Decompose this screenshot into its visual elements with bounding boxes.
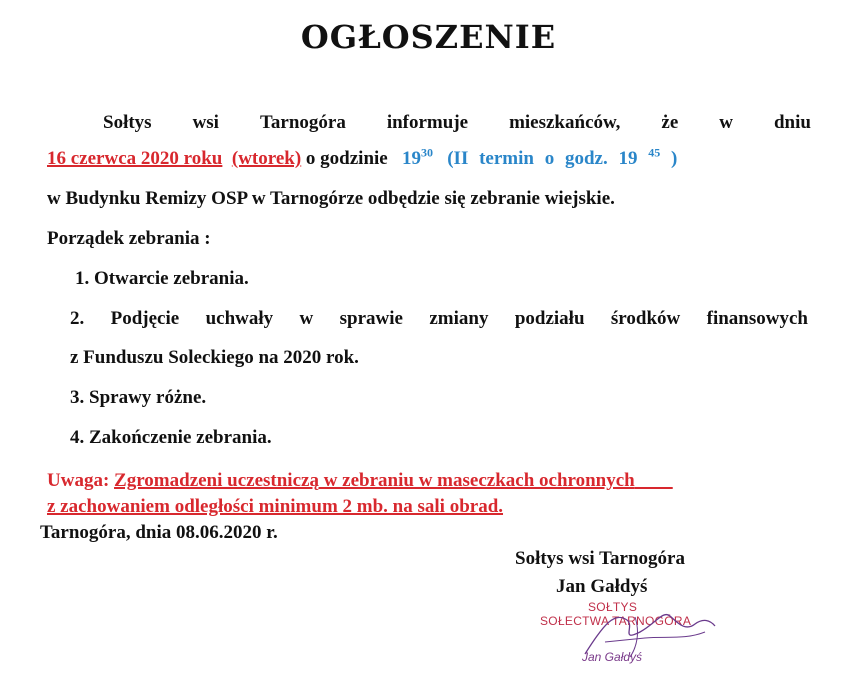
intro-line bbox=[103, 112, 811, 134]
location-line: w Budynku Remizy OSP w Tarnogórze odbędzie się zebranie wiejskie. bbox=[47, 188, 615, 209]
notice-line-2 bbox=[47, 496, 503, 518]
intro-word: wsi bbox=[192, 112, 219, 133]
second-term-text: (II termin o godz. 19 bbox=[447, 148, 638, 169]
meeting-weekday: (wtorek) bbox=[231, 148, 302, 169]
stamp-line-2: SOŁECTWA TARNOGÓRA bbox=[540, 614, 692, 628]
notice-text-2: z zachowaniem odległości minimum 2 mb. na sali obrad. bbox=[47, 496, 504, 517]
agenda-item-4: 4. Zakończenie zebrania. bbox=[70, 427, 272, 448]
signature-stroke bbox=[605, 632, 705, 642]
o-godzinie: o godzinie bbox=[305, 148, 388, 169]
agenda-word: sprawie bbox=[339, 308, 403, 329]
intro-word: że bbox=[661, 112, 679, 133]
intro-word: informuje bbox=[386, 112, 469, 133]
signature-stroke bbox=[585, 615, 715, 654]
time-hour: 19 bbox=[401, 148, 421, 169]
agenda-word: finansowych bbox=[706, 308, 808, 329]
agenda-word: uchwały bbox=[205, 308, 274, 329]
stamp-signature-name: Jan Gałdyś bbox=[582, 650, 643, 664]
date-line bbox=[47, 145, 678, 170]
agenda-heading: Porządek zebrania : bbox=[47, 228, 211, 249]
intro-word: Tarnogóra bbox=[259, 112, 346, 133]
agenda-item-2-continued: z Funduszu Soleckiego na 2020 rok. bbox=[70, 347, 359, 368]
intro-word: w bbox=[719, 112, 733, 133]
notice-label: Uwaga: bbox=[47, 470, 110, 491]
signature-role: Sołtys wsi Tarnogóra bbox=[515, 548, 685, 569]
document-title: OGŁOSZENIE bbox=[300, 18, 557, 56]
time-minutes: 30 bbox=[420, 145, 433, 160]
agenda-word: podziału bbox=[514, 308, 585, 329]
signature-name: Jan Gałdyś bbox=[556, 576, 648, 597]
agenda-word: 2. bbox=[70, 308, 85, 329]
agenda-item-3: 3. Sprawy różne. bbox=[70, 387, 207, 408]
intro-word: Sołtys bbox=[103, 112, 152, 133]
second-term-minutes: 45 bbox=[648, 145, 661, 160]
agenda-word: Podjęcie bbox=[110, 308, 180, 329]
intro-word: mieszkańców, bbox=[509, 112, 621, 133]
agenda-word: w bbox=[299, 308, 314, 329]
notice-text-1: Zgromadzeni uczestniczą w zebraniu w maseczkach ochronnych bbox=[114, 470, 635, 491]
meeting-time bbox=[401, 145, 433, 169]
agenda-word: środków bbox=[610, 308, 681, 329]
agenda-word: zmiany bbox=[429, 308, 489, 329]
notice-underline-tail bbox=[635, 470, 673, 491]
stamp-line-1: SOŁTYS bbox=[588, 600, 638, 614]
agenda-item-1: 1. Otwarcie zebrania. bbox=[75, 268, 249, 289]
intro-word: dniu bbox=[773, 112, 811, 133]
agenda-item-2 bbox=[70, 308, 808, 330]
second-term bbox=[447, 145, 678, 169]
place-date: Tarnogóra, dnia 08.06.2020 r. bbox=[40, 522, 278, 543]
meeting-date: 16 czerwca 2020 roku bbox=[47, 148, 223, 169]
notice-line-1 bbox=[47, 470, 673, 492]
second-term-close: ) bbox=[670, 148, 678, 169]
